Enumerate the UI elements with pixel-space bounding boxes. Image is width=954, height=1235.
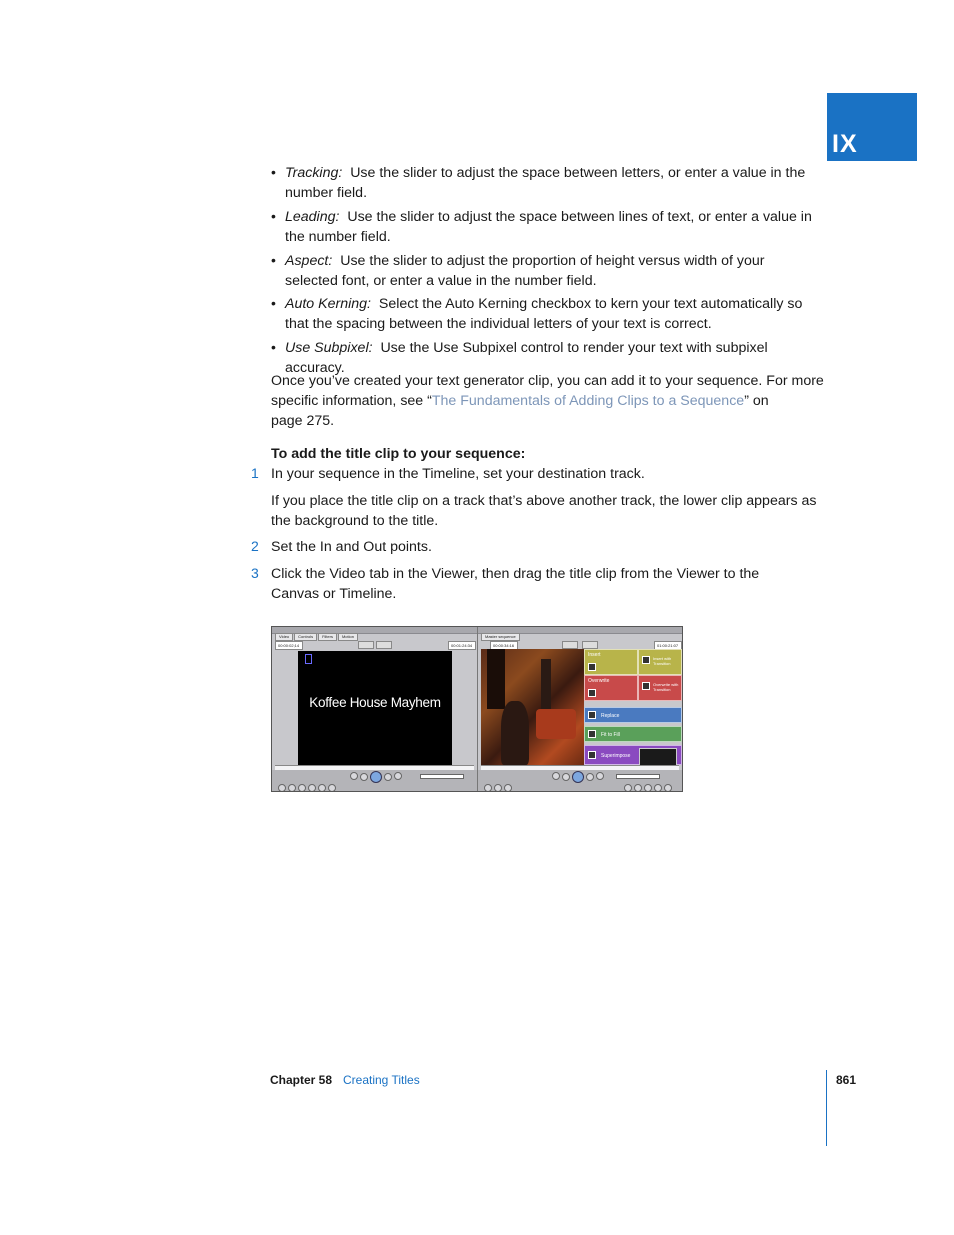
canvas-prev-edit-button[interactable] — [552, 772, 560, 780]
step-line: Canvas or Timeline. — [271, 586, 397, 602]
add-keyframe-button[interactable] — [298, 784, 306, 792]
viewer-tabs — [275, 633, 359, 640]
bullet-text-cont: that the spacing between the individual letters of your text is correct. — [285, 316, 712, 332]
overlay-label: Insert — [588, 652, 601, 658]
overwrite-icon — [588, 689, 596, 697]
next-edit-button[interactable] — [394, 772, 402, 780]
mark-clip-button[interactable] — [288, 784, 296, 792]
mark-out-button[interactable] — [328, 784, 336, 792]
step-3-text — [271, 564, 831, 604]
overlay-label: Overwrite with Transition — [653, 682, 679, 692]
canvas-button-1[interactable] — [484, 784, 492, 792]
canvas-button-7[interactable] — [654, 784, 662, 792]
canvas-button-4[interactable] — [624, 784, 632, 792]
overlay-label: Fit to Fill — [601, 732, 620, 738]
viewer-zoom-popup[interactable] — [358, 641, 374, 649]
play-in-out-button[interactable] — [360, 773, 368, 781]
bullet-term: Tracking: — [285, 165, 343, 181]
bullet-text-cont: selected font, or enter a value in the number field. — [285, 273, 597, 289]
bullet-marker: • — [271, 295, 276, 311]
footer-chapter-label: Chapter 58 — [270, 1073, 333, 1087]
footer-divider — [826, 1070, 827, 1146]
canvas-button-6[interactable] — [644, 784, 652, 792]
step-number: 1 — [251, 465, 259, 481]
play-around-button[interactable] — [384, 773, 392, 781]
viewer-video-area[interactable] — [298, 651, 452, 765]
bullet-text: Use the slider to adjust the proportion of height versus width of your — [340, 253, 765, 269]
viewer-transport-controls — [272, 770, 477, 792]
overlay-label: Insert with Transition — [653, 656, 672, 666]
bullet-text: Use the slider to adjust the space between lines of text, or enter a value in — [347, 209, 812, 225]
match-frame-button[interactable] — [278, 784, 286, 792]
para-line: Once you’ve created your text generator clip, you can add it to your sequence. For more — [271, 373, 824, 389]
footer-chapter-title-link[interactable]: Creating Titles — [343, 1073, 420, 1087]
add-marker-button[interactable] — [308, 784, 316, 792]
overlay-superimpose[interactable] — [584, 745, 682, 765]
viewer-timecode-field[interactable]: 00:01:24:34 — [448, 641, 476, 650]
part-tab-label: IX — [832, 130, 858, 158]
part-tab — [827, 93, 917, 161]
procedure-heading: To add the title clip to your sequence: — [271, 446, 526, 462]
play-button[interactable] — [370, 771, 382, 783]
overlay-insert[interactable] — [584, 649, 638, 675]
step-note — [271, 491, 831, 531]
canvas-transport-controls — [478, 770, 682, 792]
bullet-term: Auto Kerning: — [285, 296, 371, 312]
canvas-jog-control[interactable] — [616, 774, 660, 779]
step-1-text: In your sequence in the Timeline, set your destination track. — [271, 466, 645, 482]
overlay-label: Overwrite — [588, 678, 610, 684]
canvas-video-frame[interactable] — [481, 649, 584, 765]
overlay-fit-to-fill[interactable] — [584, 726, 682, 742]
step-number: 3 — [251, 565, 259, 581]
bullet-text-cont: the number field. — [285, 229, 391, 245]
step-2-text: Set the In and Out points. — [271, 539, 432, 555]
title-clip-text: Koffee House Mayhem — [309, 695, 441, 710]
para-line: page 275. — [271, 413, 335, 429]
overlay-label: Superimpose — [601, 753, 631, 759]
viewer-window — [272, 627, 478, 791]
step-number: 2 — [251, 538, 259, 554]
canvas-timecode-field[interactable]: 01:00:21:07 — [654, 641, 682, 650]
canvas-window — [478, 627, 682, 791]
note-line: If you place the title clip on a track that’s above another track, the lower clip appears as — [271, 493, 817, 509]
viewer-view-popup[interactable] — [376, 641, 392, 649]
bullet-marker: • — [271, 208, 276, 224]
bullet-term: Aspect: — [285, 253, 333, 269]
jog-control[interactable] — [420, 774, 464, 779]
bullet-text: Use the slider to adjust the space between letters, or enter a value in the — [350, 165, 806, 181]
bullet-text-cont: number field. — [285, 185, 368, 201]
overlay-overwrite-with-transition[interactable] — [638, 675, 682, 701]
bullet-marker: • — [271, 339, 276, 355]
overlay-replace[interactable] — [584, 707, 682, 723]
bullet-term: Leading: — [285, 209, 340, 225]
canvas-next-edit-button[interactable] — [596, 772, 604, 780]
overlay-overwrite[interactable] — [584, 675, 638, 701]
bullet-text: Select the Auto Kerning checkbox to kern your text automatically so — [378, 296, 803, 312]
canvas-view-popup[interactable] — [582, 641, 598, 649]
bullet-text: Use the Use Subpixel control to render your text with subpixel accuracy. — [285, 340, 768, 376]
canvas-button-8[interactable] — [664, 784, 672, 792]
photo-doorway — [487, 649, 505, 709]
title-safe-marker — [305, 654, 312, 664]
tab-filters[interactable]: Filters — [318, 633, 337, 641]
overlay-insert-with-transition[interactable] — [638, 649, 682, 675]
bullet-item-leading — [285, 207, 825, 247]
cross-reference-link[interactable]: The Fundamentals of Adding Clips to a Sequence — [431, 393, 745, 409]
prev-edit-button[interactable] — [350, 772, 358, 780]
fit-to-fill-icon — [588, 730, 596, 738]
tab-motion[interactable]: Motion — [338, 633, 358, 641]
bullet-item-auto-kerning — [285, 294, 825, 334]
para-text: ” on — [744, 393, 769, 409]
canvas-play-around-button[interactable] — [586, 773, 594, 781]
canvas-button-3[interactable] — [504, 784, 512, 792]
photo-pillar — [541, 659, 551, 709]
drag-thumbnail — [639, 748, 677, 766]
step-line: Click the Video tab in the Viewer, then drag the title clip from the Viewer to the — [271, 566, 760, 582]
canvas-zoom-popup[interactable] — [562, 641, 578, 649]
viewer-canvas-screenshot — [271, 626, 683, 792]
tab-controls[interactable]: Controls — [294, 633, 317, 641]
canvas-tabs — [481, 633, 521, 640]
tab-video[interactable]: Video — [275, 633, 293, 641]
tab-master-sequence[interactable]: Master sequence — [481, 633, 520, 641]
canvas-button-2[interactable] — [494, 784, 502, 792]
replace-icon — [588, 711, 596, 719]
viewer-duration-field[interactable]: 00:00:02;14 — [275, 641, 303, 650]
canvas-duration-field[interactable]: 00:00:34:16 — [490, 641, 518, 650]
body-paragraph — [271, 371, 831, 431]
bullet-marker: • — [271, 164, 276, 180]
note-line: the background to the title. — [271, 513, 439, 529]
insert-icon — [588, 663, 596, 671]
bullet-item-tracking — [285, 163, 825, 203]
superimpose-icon — [588, 751, 596, 759]
photo-red-chair — [536, 709, 576, 739]
photo-person — [501, 701, 529, 765]
bullet-item-aspect — [285, 251, 825, 291]
bullet-term: Use Subpixel: — [285, 340, 373, 356]
page-number: 861 — [836, 1073, 857, 1087]
canvas-play-button[interactable] — [572, 771, 584, 783]
overwrite-transition-icon — [642, 682, 650, 690]
bullet-marker: • — [271, 252, 276, 268]
canvas-button-5[interactable] — [634, 784, 642, 792]
insert-transition-icon — [642, 656, 650, 664]
para-text: specific information, see “ — [271, 393, 432, 409]
overlay-label: Replace — [601, 713, 620, 719]
mark-in-button[interactable] — [318, 784, 326, 792]
canvas-play-in-out-button[interactable] — [562, 773, 570, 781]
